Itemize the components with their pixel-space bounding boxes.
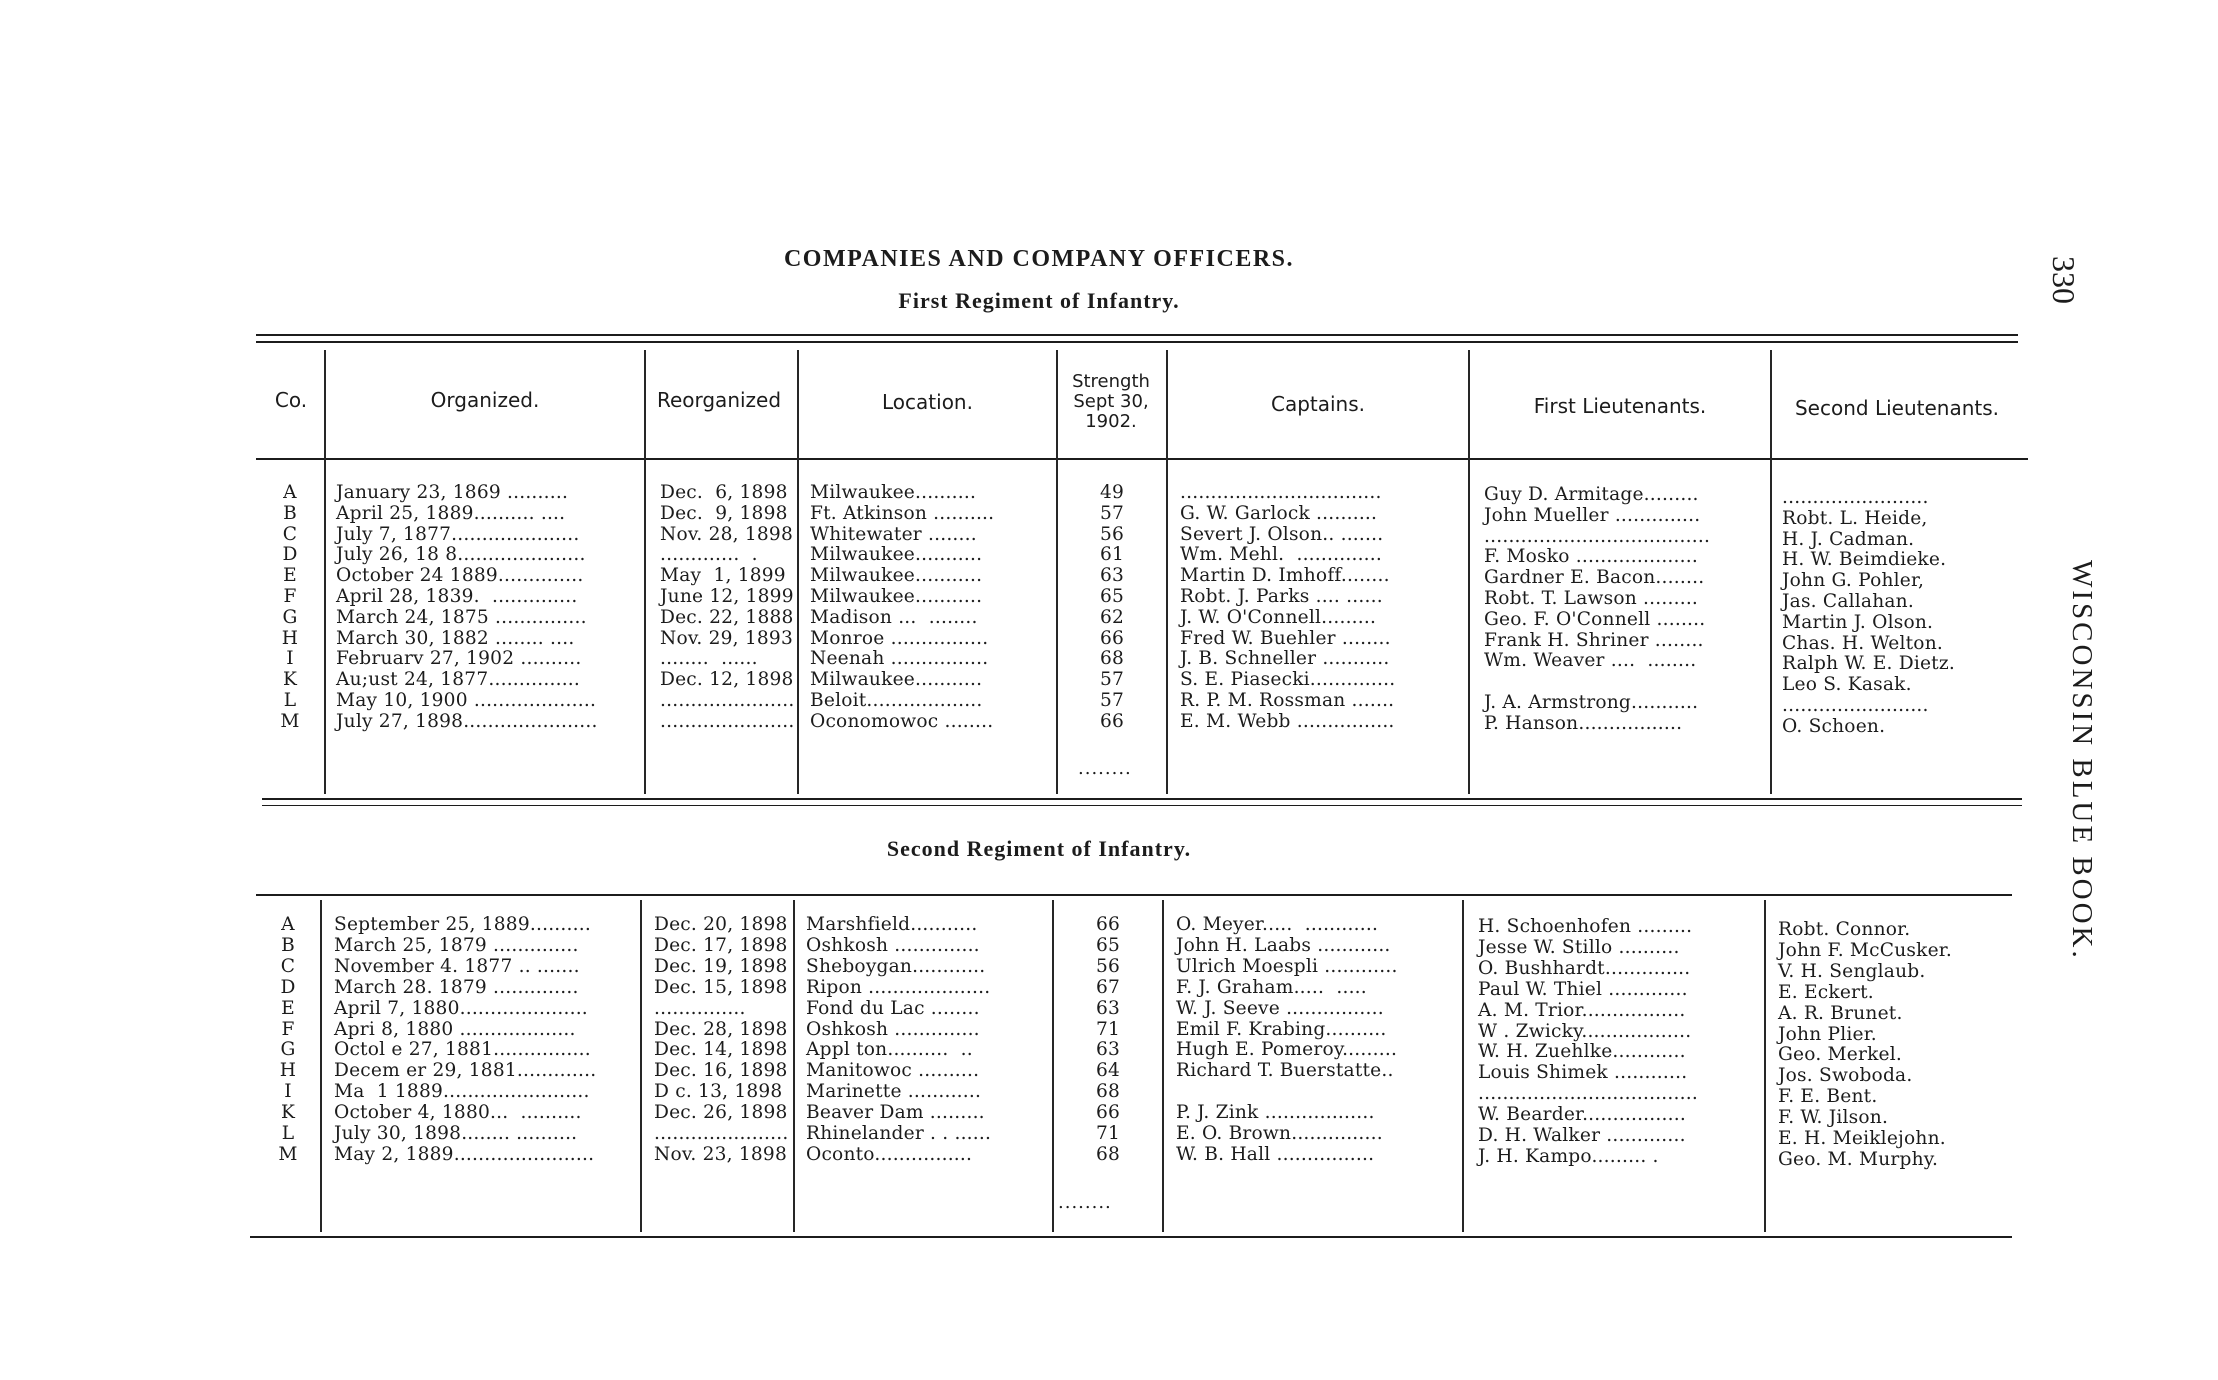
top-rule-2 xyxy=(256,341,2018,343)
header-strength xyxy=(1056,372,1166,432)
regiment-2-location-cell: Appl ton.......... .. xyxy=(806,1039,973,1061)
regiment-2-location-cell: Manitowoc .......... xyxy=(806,1060,980,1082)
regiment-2-strength-cell: 56 xyxy=(1095,955,1121,977)
regiment-2-second-lieutenants-cell: Geo. M. Murphy. xyxy=(1778,1148,1939,1170)
regiment-1-reorganized-cell: Dec. 22, 1888 xyxy=(660,606,794,628)
regiment-2-location-cell: Oconto................ xyxy=(806,1143,973,1165)
regiment-2-organized-cell: September 25, 1889.......... xyxy=(334,914,591,935)
regiment-2-captains-cell: Richard T. Buerstatte.. xyxy=(1176,1060,1394,1082)
header-strength-line3: 1902. xyxy=(1085,411,1137,432)
regiment-1-title: First Regiment of Infantry. xyxy=(898,288,1180,313)
header-second-lieutenants: Second Lieutenants. xyxy=(1794,396,1999,420)
regiment-2-reorganized-cell: Dec. 20, 1898 xyxy=(654,914,788,935)
bottom-rule xyxy=(250,1236,2012,1238)
regiment-1-strength-cell: 49 xyxy=(1099,482,1125,503)
regiment-1-reorganized-cell: ...................... xyxy=(660,690,795,711)
regiment-2-location-cell: Oshkosh .............. xyxy=(806,934,980,956)
header-strength-line2: Sept 30, xyxy=(1073,391,1149,412)
regiment-2-first-lieutenants-cell: W. Bearder................. xyxy=(1478,1104,1686,1126)
regiment-2-second-lieutenants-cell: E. Eckert. xyxy=(1778,981,1874,1003)
regiment-2-co-cell: F xyxy=(281,1018,295,1040)
header-organized: Organized. xyxy=(430,388,540,412)
regiment-2-second-lieutenants-cell: V. H. Senglaub. xyxy=(1778,960,1926,982)
regiment-1-organized-cell: October 24 1889.............. xyxy=(336,565,584,587)
regiment-1-reorganized-cell: ...................... xyxy=(660,710,795,732)
regiment-1-organized-cell: April 28, 1839. .............. xyxy=(336,586,578,607)
regiment-2-first-lieutenants-cell: .................................... xyxy=(1478,1083,1698,1105)
regiment-2-organized-cell: March 28. 1879 .............. xyxy=(334,976,579,998)
regiment-2-reorganized-cell: D c. 13, 1898 xyxy=(654,1081,783,1103)
regiment-1-first-lieutenants-cell: Geo. F. O'Connell ........ xyxy=(1484,608,1706,630)
regiment-2-co-cell: E xyxy=(281,997,295,1019)
regiment-1-location-cell: Neenah ................ xyxy=(810,648,989,670)
header-first-lieutenants: First Lieutenants. xyxy=(1533,394,1707,418)
regiment-1-strength-total: ........ xyxy=(1078,758,1132,779)
vline-1-d xyxy=(1056,350,1058,794)
regiment-2-strength-total: ........ xyxy=(1058,1192,1112,1213)
regiment-1-co-cell: F xyxy=(283,586,297,607)
running-head: WISCONSIN BLUE BOOK. xyxy=(2066,560,2098,961)
regiment-1-first-lieutenants-cell: Robt. T. Lawson ......... xyxy=(1484,588,1699,609)
page-title: COMPANIES AND COMPANY OFFICERS. xyxy=(783,246,1295,272)
regiment-1-co-cell: D xyxy=(282,544,298,566)
regiment-2-second-lieutenants-cell: John Plier. xyxy=(1778,1023,1877,1045)
regiment-2-first-lieutenants-cell: Jesse W. Stillo .......... xyxy=(1478,936,1680,958)
regiment-2-organized-cell: October 4, 1880... .......... xyxy=(334,1102,582,1124)
regiment-1-location-cell: Monroe ................ xyxy=(810,627,989,649)
regiment-2-location-cell: Beaver Dam ......... xyxy=(806,1102,985,1124)
regiment-2-reorganized-cell: Dec. 15, 1898 xyxy=(654,976,788,998)
regiment-2-co-cell: H xyxy=(279,1060,297,1082)
regiment-1-co-cell: I xyxy=(286,648,294,670)
regiment-1-strength-cell: 68 xyxy=(1099,648,1125,670)
regiment-2-co-cell: K xyxy=(280,1102,296,1124)
regiment-1-captains-cell: Severt J. Olson.. ....... xyxy=(1180,523,1384,545)
regiment-2-strength-cell: 64 xyxy=(1095,1060,1121,1082)
regiment-1-second-lieutenants-cell: Ralph W. E. Dietz. xyxy=(1782,653,1955,675)
regiment-2-reorganized-cell: Dec. 19, 1898 xyxy=(654,955,788,977)
regiment-2-co-cell: L xyxy=(281,1123,295,1144)
regiment-1-co-cell: C xyxy=(282,523,298,545)
regiment-1-strength-cell: 61 xyxy=(1099,544,1125,566)
regiment-1-second-lieutenants-cell: H. W. Beimdieke. xyxy=(1782,549,1947,571)
regiment-1-location-cell: Ft. Atkinson .......... xyxy=(810,502,995,524)
regiment-1-first-lieutenants-cell: Guy D. Armitage......... xyxy=(1484,484,1699,505)
regiment-1-reorganized-cell: June 12, 1899 xyxy=(660,586,794,607)
regiment-1-organized-cell: March 30, 1882 ........ .... xyxy=(336,627,575,649)
regiment-1-first-lieutenants-cell: John Mueller .............. xyxy=(1484,504,1701,526)
regiment-1-co-cell: H xyxy=(281,627,299,649)
regiment-2-organized-cell: Octol e 27, 1881................ xyxy=(334,1039,591,1061)
regiment-2-captains-cell: W. J. Seeve ................ xyxy=(1176,997,1384,1019)
regiment-1-strength-cell: 57 xyxy=(1099,502,1125,524)
regiment-1-second-lieutenants-cell: Chas. H. Welton. xyxy=(1782,632,1943,654)
regiment-1-co-cell: L xyxy=(283,690,297,711)
regiment-2-co-cell: A xyxy=(281,914,295,935)
regiment-2-location-cell: Marshfield........... xyxy=(806,914,978,935)
regiment-2-captains-cell: John H. Laabs ............ xyxy=(1176,934,1391,956)
regiment-1-second-lieutenants-cell: O. Schoen. xyxy=(1782,715,1886,737)
regiment-2-organized-cell: March 25, 1879 .............. xyxy=(334,934,579,956)
vline-1-g xyxy=(1770,350,1772,794)
regiment-1-captains-cell: S. E. Piasecki.............. xyxy=(1180,669,1396,691)
regiment-2-organized-cell: Decem er 29, 1881............. xyxy=(334,1060,597,1082)
regiment-2-reorganized-cell: Dec. 14, 1898 xyxy=(654,1039,788,1061)
regiment-1-organized-cell: March 24, 1875 ............... xyxy=(336,606,587,628)
regiment-1-co-cell: M xyxy=(280,710,300,732)
regiment-1-location-cell: Milwaukee........... xyxy=(810,586,983,607)
regiment-1-location-cell: Madison ... ........ xyxy=(810,606,978,628)
regiment-1-organized-cell: Februarv 27, 1902 .......... xyxy=(336,648,582,670)
regiment-1-co-cell: E xyxy=(283,565,297,587)
regiment-2-first-lieutenants-cell: O. Bushhardt.............. xyxy=(1478,957,1691,979)
regiment-1-first-lieutenants-cell: Frank H. Shriner ........ xyxy=(1484,629,1704,651)
regiment-1-first-lieutenants-cell: F. Mosko .................... xyxy=(1484,546,1698,568)
regiment-1-strength-cell: 66 xyxy=(1099,627,1125,649)
regiment-2-captains-cell: Ulrich Moespli ............ xyxy=(1176,955,1398,977)
regiment-2-strength-cell: 71 xyxy=(1095,1018,1121,1040)
regiment-1-first-lieutenants-cell: P. Hanson................. xyxy=(1484,712,1683,734)
regiment-1-first-lieutenants-cell: ..................................... xyxy=(1484,525,1711,547)
header-captains: Captains. xyxy=(1270,392,1366,416)
regiment-1-second-lieutenants-cell: Leo S. Kasak. xyxy=(1782,674,1912,696)
regiment-1-first-lieutenants-cell: Wm. Weaver .... ........ xyxy=(1484,650,1697,672)
regiment-1-captains-cell: J. W. O'Connell......... xyxy=(1180,606,1377,628)
regiment-2-reorganized-cell: ............... xyxy=(654,997,746,1019)
regiment-2-reorganized-cell: Dec. 16, 1898 xyxy=(654,1060,788,1082)
regiment-1-second-lieutenants-cell: Robt. L. Heide, xyxy=(1782,507,1928,529)
regiment-1-second-lieutenants-cell: Jas. Callahan. xyxy=(1782,591,1914,612)
regiment-1-location-cell: Milwaukee.......... xyxy=(810,482,977,503)
regiment-1-second-lieutenants-cell: Martin J. Olson. xyxy=(1782,611,1934,633)
vline-2-e xyxy=(1162,900,1164,1232)
regiment-2-co-cell: M xyxy=(278,1143,298,1165)
regiment-2-co-cell: B xyxy=(281,934,295,956)
regiment-2-organized-cell: Apri 8, 1880 ................... xyxy=(334,1018,576,1040)
regiment-2-strength-cell: 68 xyxy=(1095,1143,1121,1165)
regiment-2-reorganized-cell: Dec. 28, 1898 xyxy=(654,1018,788,1040)
regiment-1-organized-cell: July 27, 1898...................... xyxy=(336,710,598,732)
regiment-1-organized-cell: Au;ust 24, 1877............... xyxy=(336,669,581,691)
regiment-1-organized-cell: April 25, 1889.......... .... xyxy=(336,502,566,524)
regiment-1-co-cell: G xyxy=(282,606,298,628)
regiment-1-captains-cell: R. P. M. Rossman ....... xyxy=(1180,690,1395,711)
regiment-2-title: Second Regiment of Infantry. xyxy=(886,836,1192,861)
regiment-1-reorganized-cell: Nov. 28, 1898 xyxy=(660,523,793,545)
regiment-2-captains-cell: P. J. Zink .................. xyxy=(1176,1102,1375,1124)
regiment-1-strength-cell: 56 xyxy=(1099,523,1125,545)
regiment-2-strength-cell: 65 xyxy=(1095,934,1121,956)
vline-2-a xyxy=(320,900,322,1232)
regiment-1-organized-cell: July 26, 18 8..................... xyxy=(336,544,586,566)
regiment-1-strength-cell: 57 xyxy=(1099,669,1125,691)
header-co: Co. xyxy=(274,388,308,412)
regiment-2-strength-cell: 66 xyxy=(1095,914,1121,935)
regiment-2-co-cell: C xyxy=(280,955,296,977)
regiment-1-captains-cell: Wm. Mehl. .............. xyxy=(1180,544,1383,566)
regiment-2-second-lieutenants-cell: F. W. Jilson. xyxy=(1778,1107,1889,1129)
regiment-1-second-lieutenants-cell: ........................ xyxy=(1782,487,1929,508)
regiment-2-organized-cell: April 7, 1880..................... xyxy=(334,997,588,1019)
vline-2-f xyxy=(1462,900,1464,1232)
regiment-1-co-cell: A xyxy=(283,482,297,503)
regiment-2-captains-cell: Emil F. Krabing.......... xyxy=(1176,1018,1387,1040)
regiment-1-strength-cell: 66 xyxy=(1099,710,1125,732)
regiment-1-reorganized-cell: Nov. 29, 1893 xyxy=(660,627,793,649)
regiment-1-captains-cell: E. M. Webb ................ xyxy=(1180,710,1395,732)
regiment-2-location-cell: Fond du Lac ........ xyxy=(806,997,980,1019)
regiment-1-strength-cell: 62 xyxy=(1099,606,1125,628)
vline-1-b xyxy=(644,350,646,794)
regiment-1-second-lieutenants-cell: John G. Pohler, xyxy=(1782,570,1925,592)
regiment-2-second-lieutenants-cell: A. R. Brunet. xyxy=(1778,1002,1903,1024)
regiment-1-reorganized-cell: Dec. 12, 1898 xyxy=(660,669,794,691)
header-rule xyxy=(256,458,2028,460)
regiment-2-second-lieutenants-cell: John F. McCusker. xyxy=(1778,939,1952,961)
regiment-2-organized-cell: July 30, 1898........ .......... xyxy=(334,1123,578,1144)
regiment-1-strength-cell: 65 xyxy=(1099,586,1125,607)
vline-2-g xyxy=(1764,900,1766,1232)
regiment-2-captains-cell: F. J. Graham..... ..... xyxy=(1176,976,1367,998)
second-top-rule xyxy=(256,894,2012,896)
regiment-2-location-cell: Rhinelander . . ...... xyxy=(806,1123,992,1144)
regiment-2-co-cell: I xyxy=(284,1081,292,1103)
regiment-2-captains-cell: W. B. Hall ................ xyxy=(1176,1143,1375,1165)
regiment-2-first-lieutenants-cell: H. Schoenhofen ......... xyxy=(1478,916,1693,937)
regiment-1-captains-cell: G. W. Garlock .......... xyxy=(1180,502,1378,524)
regiment-1-reorganized-cell: Dec. 9, 1898 xyxy=(660,502,788,524)
regiment-2-location-cell: Sheboygan............ xyxy=(806,955,986,977)
regiment-1-location-cell: Milwaukee........... xyxy=(810,669,983,691)
regiment-1-captains-cell: ................................. xyxy=(1180,482,1382,503)
regiment-2-captains-cell: Hugh E. Pomeroy......... xyxy=(1176,1039,1398,1061)
regiment-1-organized-cell: May 10, 1900 .................... xyxy=(336,690,597,711)
regiment-1-second-lieutenants-cell: H. J. Cadman. xyxy=(1782,528,1915,550)
regiment-2-first-lieutenants-cell: D. H. Walker ............. xyxy=(1478,1125,1686,1146)
regiment-1-reorganized-cell: May 1, 1899 xyxy=(660,565,786,587)
mid-rule-1 xyxy=(262,798,2022,800)
regiment-1-co-cell: K xyxy=(282,669,298,691)
regiment-2-strength-cell: 63 xyxy=(1095,1039,1121,1061)
regiment-1-reorganized-cell: ............. . xyxy=(660,544,758,566)
regiment-2-captains-cell: O. Meyer..... ............ xyxy=(1176,914,1379,935)
header-strength-line1: Strength xyxy=(1072,371,1150,392)
regiment-2-reorganized-cell: Dec. 26, 1898 xyxy=(654,1102,788,1124)
regiment-2-strength-cell: 67 xyxy=(1095,976,1121,998)
vline-1-e xyxy=(1166,350,1168,794)
header-reorganized: Reorganized xyxy=(656,388,782,412)
regiment-2-first-lieutenants-cell: Louis Shimek ............ xyxy=(1478,1062,1688,1084)
vline-1-a xyxy=(324,350,326,794)
regiment-2-second-lieutenants-cell: Geo. Merkel. xyxy=(1778,1044,1903,1066)
mid-rule-2 xyxy=(262,805,2022,806)
regiment-2-co-cell: G xyxy=(280,1039,296,1061)
top-rule-1 xyxy=(256,334,2018,336)
vline-2-d xyxy=(1052,900,1054,1232)
regiment-1-second-lieutenants-cell: ........................ xyxy=(1782,695,1929,716)
regiment-2-captains-cell: E. O. Brown............... xyxy=(1176,1123,1383,1144)
regiment-2-first-lieutenants-cell: J. H. Kampo......... . xyxy=(1478,1145,1659,1167)
regiment-2-co-cell: D xyxy=(280,976,296,998)
regiment-2-second-lieutenants-cell: E. H. Meiklejohn. xyxy=(1778,1128,1946,1149)
regiment-2-location-cell: Marinette ............ xyxy=(806,1081,982,1103)
regiment-1-captains-cell: Robt. J. Parks .... ...... xyxy=(1180,586,1383,607)
regiment-1-first-lieutenants-cell: J. A. Armstrong........... xyxy=(1484,692,1699,713)
regiment-2-second-lieutenants-cell: Jos. Swoboda. xyxy=(1778,1065,1913,1087)
regiment-1-strength-cell: 63 xyxy=(1099,565,1125,587)
vline-2-b xyxy=(640,900,642,1232)
regiment-1-location-cell: Milwaukee........... xyxy=(810,565,983,587)
regiment-2-strength-cell: 66 xyxy=(1095,1102,1121,1124)
regiment-2-location-cell: Ripon .................... xyxy=(806,976,991,998)
regiment-1-strength-cell: 57 xyxy=(1099,690,1125,711)
regiment-1-location-cell: Oconomowoc ........ xyxy=(810,710,994,732)
regiment-2-second-lieutenants-cell: Robt. Connor. xyxy=(1778,919,1911,940)
regiment-1-location-cell: Beloit................... xyxy=(810,690,983,711)
regiment-2-organized-cell: Ma 1 1889........................ xyxy=(334,1081,590,1103)
regiment-2-first-lieutenants-cell: A. M. Trior................. xyxy=(1478,999,1686,1021)
regiment-2-first-lieutenants-cell: W . Zwicky.................. xyxy=(1478,1020,1692,1042)
regiment-1-location-cell: Milwaukee........... xyxy=(810,544,983,566)
regiment-1-organized-cell: July 7, 1877..................... xyxy=(336,523,580,545)
regiment-2-organized-cell: May 2, 1889....................... xyxy=(334,1143,595,1165)
regiment-2-strength-cell: 68 xyxy=(1095,1081,1121,1103)
regiment-2-strength-cell: 63 xyxy=(1095,997,1121,1019)
regiment-1-captains-cell: Martin D. Imhoff........ xyxy=(1180,565,1390,587)
regiment-1-organized-cell: January 23, 1869 .......... xyxy=(336,482,569,503)
page-number: 330 xyxy=(2046,256,2082,304)
regiment-1-co-cell: B xyxy=(283,502,297,524)
regiment-2-second-lieutenants-cell: F. E. Bent. xyxy=(1778,1086,1878,1108)
regiment-1-location-cell: Whitewater ........ xyxy=(810,523,977,545)
regiment-1-reorganized-cell: ........ ...... xyxy=(660,648,758,670)
header-location: Location. xyxy=(882,390,973,414)
regiment-2-reorganized-cell: Nov. 23, 1898 xyxy=(654,1143,787,1165)
regiment-2-first-lieutenants-cell: Paul W. Thiel ............. xyxy=(1478,978,1688,1000)
vline-1-f xyxy=(1468,350,1470,794)
regiment-1-first-lieutenants-cell: Gardner E. Bacon........ xyxy=(1484,567,1705,589)
regiment-2-location-cell: Oshkosh .............. xyxy=(806,1018,980,1040)
regiment-2-strength-cell: 71 xyxy=(1095,1123,1121,1144)
regiment-2-reorganized-cell: ...................... xyxy=(654,1123,789,1144)
regiment-2-reorganized-cell: Dec. 17, 1898 xyxy=(654,934,788,956)
regiment-2-organized-cell: November 4. 1877 .. ....... xyxy=(334,955,580,977)
regiment-2-first-lieutenants-cell: W. H. Zuehlke............ xyxy=(1478,1041,1686,1063)
regiment-1-reorganized-cell: Dec. 6, 1898 xyxy=(660,482,788,503)
regiment-1-captains-cell: J. B. Schneller ........... xyxy=(1180,648,1390,670)
regiment-1-captains-cell: Fred W. Buehler ........ xyxy=(1180,627,1391,649)
